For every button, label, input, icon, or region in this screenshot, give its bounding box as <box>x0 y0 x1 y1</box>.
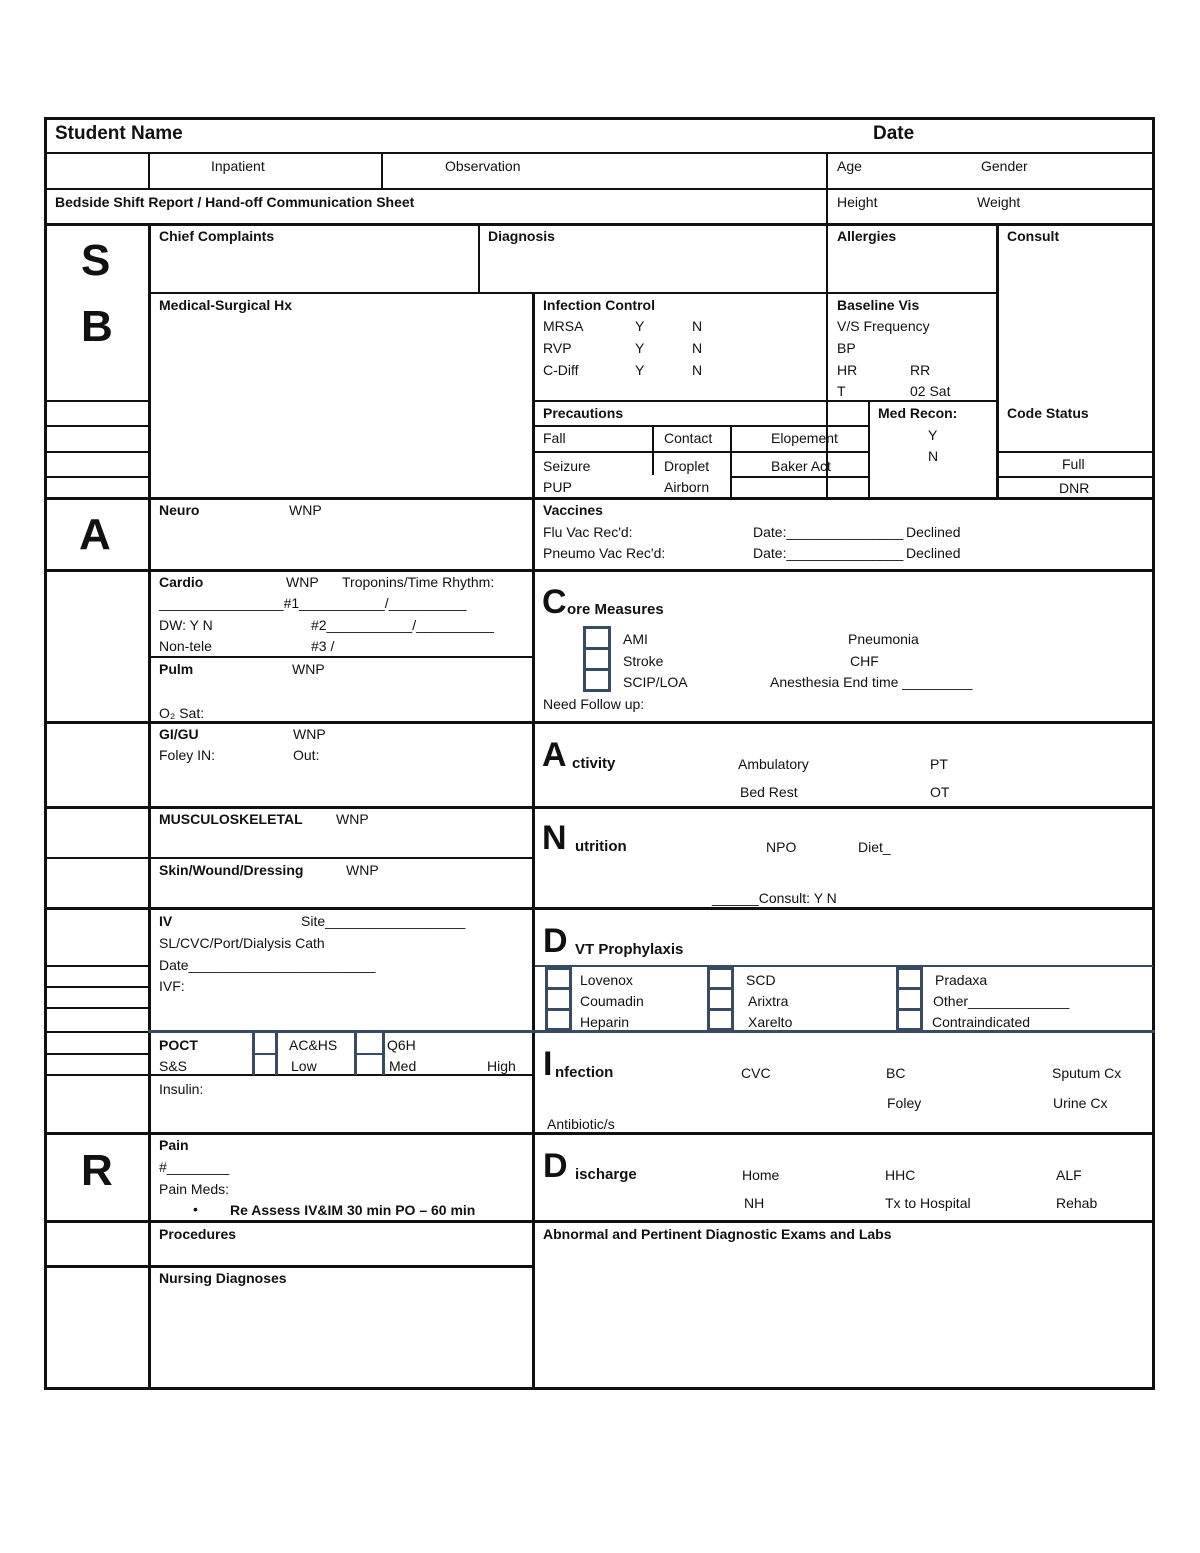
home-label: Home <box>742 1167 780 1183</box>
achs-label: AC&HS <box>289 1037 338 1053</box>
elopement-label: Elopement <box>771 430 838 446</box>
height-label: Height <box>837 194 878 210</box>
divider <box>44 1031 149 1033</box>
rvp-n: N <box>692 340 703 356</box>
precautions-title: Precautions <box>543 405 624 421</box>
stroke-label: Stroke <box>623 653 664 669</box>
divider <box>730 425 732 498</box>
border-right <box>1152 117 1155 1390</box>
divider <box>148 292 998 294</box>
divider <box>148 1030 1155 1033</box>
gender-label: Gender <box>981 158 1028 174</box>
divider <box>44 152 1155 154</box>
nursing-diagnoses-label: Nursing Diagnoses <box>159 1270 287 1286</box>
flu-declined: Declined <box>906 524 961 540</box>
heparin-label: Heparin <box>580 1014 630 1030</box>
bullet-icon: • <box>193 1201 198 1217</box>
troponin-line-2: #2___________/__________ <box>311 617 494 633</box>
divider <box>44 425 149 427</box>
vs-frequency-label: V/S Frequency <box>837 318 930 334</box>
mrsa-y: Y <box>635 318 645 334</box>
med-recon-title: Med Recon: <box>878 405 958 421</box>
pain-title: Pain <box>159 1137 189 1153</box>
activity-cap: A <box>542 736 567 774</box>
musculoskeletal-title: MUSCULOSKELETAL <box>159 811 303 827</box>
hr-label: HR <box>837 362 858 378</box>
divider <box>826 152 828 225</box>
discharge-title: ischarge <box>575 1166 637 1183</box>
divider <box>44 569 1155 572</box>
contact-label: Contact <box>664 430 713 446</box>
weight-label: Weight <box>977 194 1021 210</box>
dvt-cap: D <box>543 922 568 960</box>
divider <box>996 223 999 498</box>
divider <box>148 656 533 658</box>
divider <box>44 1007 149 1009</box>
iv-access-label: SL/CVC/Port/Dialysis Cath <box>159 935 325 951</box>
med-label: Med <box>389 1058 417 1074</box>
abnormal-labs-label: Abnormal and Pertinent Diagnostic Exams and Labs <box>543 1226 892 1242</box>
insulin-label: Insulin: <box>159 1081 204 1097</box>
temp-label: T <box>837 383 846 399</box>
baseline-vis-title: Baseline Vis <box>837 297 920 313</box>
airborn-label: Airborn <box>664 479 710 495</box>
inpatient-label: Inpatient <box>211 158 265 174</box>
cdiff-n: N <box>692 362 703 378</box>
date-label: Date <box>873 123 915 144</box>
sbar-s: S <box>81 236 111 285</box>
troponin-line-3: #3 / <box>311 638 335 654</box>
med-recon-y: Y <box>928 427 938 443</box>
poct-title: POCT <box>159 1037 198 1053</box>
core-measures-title: ore Measures <box>567 601 664 618</box>
cvc-label: CVC <box>741 1065 771 1081</box>
other-label: Other_____________ <box>933 993 1070 1009</box>
divider <box>44 1220 1155 1223</box>
cardio-title: Cardio <box>159 574 204 590</box>
chf-label: CHF <box>850 653 879 669</box>
q6h-label: Q6H <box>387 1037 416 1053</box>
sputum-cx-label: Sputum Cx <box>1052 1065 1122 1081</box>
sheet-title: Bedside Shift Report / Hand-off Communication Sheet <box>55 194 415 210</box>
nutrition-consult: ______Consult: Y N <box>712 890 837 906</box>
nh-label: NH <box>744 1195 765 1211</box>
sbar-a: A <box>79 510 111 559</box>
divider <box>44 1132 1155 1135</box>
divider <box>532 451 868 453</box>
student-name-label: Student Name <box>55 123 183 144</box>
divider <box>826 223 828 498</box>
pneumo-vac-label: Pneumo Vac Rec'd: <box>543 545 666 561</box>
checkbox-divider <box>707 1008 734 1011</box>
lovenox-label: Lovenox <box>580 972 633 988</box>
fall-label: Fall <box>543 430 566 446</box>
ivf-label: IVF: <box>159 978 185 994</box>
alf-label: ALF <box>1056 1167 1082 1183</box>
rr-label: RR <box>910 362 931 378</box>
iv-site: Site__________________ <box>301 913 466 929</box>
pulm-title: Pulm <box>159 661 194 677</box>
o2-sat-label: 02 Sat <box>910 383 951 399</box>
xarelto-label: Xarelto <box>748 1014 793 1030</box>
discharge-cap: D <box>543 1147 568 1185</box>
age-label: Age <box>837 158 862 174</box>
iv-title: IV <box>159 913 173 929</box>
nutrition-title: utrition <box>575 838 627 855</box>
ambulatory-label: Ambulatory <box>738 756 809 772</box>
divider <box>478 223 480 293</box>
seizure-label: Seizure <box>543 458 591 474</box>
pt-label: PT <box>930 756 948 772</box>
reassess-label: Re Assess IV&IM 30 min PO – 60 min <box>230 1202 476 1218</box>
allergies-label: Allergies <box>837 228 897 244</box>
divider <box>44 451 149 453</box>
activity-title: ctivity <box>572 755 616 772</box>
divider <box>44 907 1155 910</box>
divider <box>532 292 535 1389</box>
divider <box>44 721 1155 724</box>
pneumo-date: Date:_______________ <box>753 545 904 561</box>
infection-title: nfection <box>555 1064 614 1081</box>
bp-label: BP <box>837 340 856 356</box>
urine-cx-label: Urine Cx <box>1053 1095 1108 1111</box>
bed-rest-label: Bed Rest <box>740 784 798 800</box>
code-dnr: DNR <box>1059 480 1090 496</box>
divider <box>868 400 870 498</box>
low-label: Low <box>291 1058 317 1074</box>
checkbox-divider <box>545 987 572 990</box>
droplet-label: Droplet <box>664 458 710 474</box>
checkbox-divider <box>707 987 734 990</box>
cdiff-label: C-Diff <box>543 362 579 378</box>
dvt-title: VT Prophylaxis <box>575 941 684 958</box>
mrsa-label: MRSA <box>543 318 584 334</box>
code-full: Full <box>1062 456 1085 472</box>
divider <box>44 1265 534 1268</box>
ot-label: OT <box>930 784 950 800</box>
checkbox-divider <box>545 1008 572 1011</box>
divider <box>44 1053 149 1055</box>
cardio-wnp: WNP <box>286 574 319 590</box>
med-recon-n: N <box>928 448 939 464</box>
procedures-label: Procedures <box>159 1226 237 1242</box>
pain-score: #________ <box>159 1159 230 1175</box>
troponins-label: Troponins/Time Rhythm: <box>342 574 495 590</box>
divider <box>44 806 1155 809</box>
rvp-label: RVP <box>543 340 572 356</box>
diet-label: Diet_ <box>858 839 891 855</box>
diagnosis-label: Diagnosis <box>488 228 555 244</box>
high-label: High <box>487 1058 516 1074</box>
divider <box>44 400 149 402</box>
iv-date: Date________________________ <box>159 957 376 973</box>
poct-box-edge <box>252 1053 278 1055</box>
dw-label: DW: Y N <box>159 617 213 633</box>
sbar-b: B <box>81 302 113 351</box>
divider <box>652 425 654 475</box>
border-top <box>44 117 1155 120</box>
bc-label: BC <box>886 1065 906 1081</box>
divider <box>535 965 1153 967</box>
pneumonia-label: Pneumonia <box>848 631 919 647</box>
foley-infection-label: Foley <box>887 1095 922 1111</box>
divider <box>44 1074 149 1076</box>
rehab-label: Rehab <box>1056 1195 1098 1211</box>
divider <box>732 476 868 478</box>
divider <box>44 986 149 988</box>
infection-control-title: Infection Control <box>543 297 655 313</box>
skin-wnp: WNP <box>346 862 379 878</box>
follow-up-label: Need Follow up: <box>543 696 645 712</box>
rvp-y: Y <box>635 340 645 356</box>
arixtra-label: Arixtra <box>748 993 789 1009</box>
vaccines-title: Vaccines <box>543 502 603 518</box>
scd-label: SCD <box>746 972 776 988</box>
dvt-checkboxes-col2[interactable] <box>707 967 734 1031</box>
pain-meds-label: Pain Meds: <box>159 1181 230 1197</box>
divider <box>532 425 868 427</box>
border-left <box>44 117 47 1390</box>
neuro-title: Neuro <box>159 502 200 518</box>
gigu-title: GI/GU <box>159 726 199 742</box>
pradaxa-label: Pradaxa <box>935 972 988 988</box>
neuro-wnp: WNP <box>289 502 322 518</box>
poct-box-edge <box>354 1053 385 1055</box>
med-surg-hx-label: Medical-Surgical Hx <box>159 297 293 313</box>
ami-label: AMI <box>623 631 648 647</box>
divider <box>149 1074 533 1076</box>
observation-label: Observation <box>445 158 521 174</box>
antibiotics-label: Antibiotic/s <box>547 1116 615 1132</box>
checkbox-divider <box>896 987 923 990</box>
gigu-wnp: WNP <box>293 726 326 742</box>
pup-label: PUP <box>543 479 572 495</box>
foley-out-label: Out: <box>293 747 320 763</box>
divider <box>44 965 149 967</box>
chief-complaints-label: Chief Complaints <box>159 228 275 244</box>
mrsa-n: N <box>692 318 703 334</box>
sbar-r: R <box>81 1146 113 1195</box>
foley-in-label: Foley IN: <box>159 747 216 763</box>
flu-date: Date:_______________ <box>753 524 904 540</box>
nutrition-cap: N <box>542 819 567 857</box>
divider <box>532 400 998 402</box>
border-bottom <box>44 1387 1155 1390</box>
checkbox-divider <box>583 668 611 671</box>
troponin-line-1: ________________#1___________/__________ <box>159 595 467 611</box>
o2-sat-pulm: O₂ Sat: <box>159 705 205 721</box>
dvt-checkboxes-col3[interactable] <box>896 967 923 1031</box>
non-tele-label: Non-tele <box>159 638 212 654</box>
pulm-wnp: WNP <box>292 661 325 677</box>
divider <box>44 497 1155 500</box>
divider <box>381 152 383 189</box>
tx-hospital-label: Tx to Hospital <box>885 1195 971 1211</box>
divider <box>44 857 534 859</box>
divider <box>996 476 1153 478</box>
divider <box>44 476 149 478</box>
scip-label: SCIP/LOA <box>623 674 688 690</box>
coumadin-label: Coumadin <box>580 993 644 1009</box>
code-status-title: Code Status <box>1007 405 1089 421</box>
anesthesia-end-label: Anesthesia End time _________ <box>770 674 973 690</box>
divider <box>44 188 1155 190</box>
checkbox-divider <box>896 1008 923 1011</box>
flu-vac-label: Flu Vac Rec'd: <box>543 524 633 540</box>
musculoskeletal-wnp: WNP <box>336 811 369 827</box>
divider <box>996 451 1153 453</box>
divider <box>148 152 150 189</box>
npo-label: NPO <box>766 839 797 855</box>
infection-cap: I <box>543 1045 553 1083</box>
core-measures-cap: C <box>542 583 567 621</box>
ss-label: S&S <box>159 1058 188 1074</box>
checkbox-divider <box>583 647 611 650</box>
cdiff-y: Y <box>635 362 645 378</box>
contraindicated-label: Contraindicated <box>932 1014 1031 1030</box>
pneumo-declined: Declined <box>906 545 961 561</box>
baker-act-label: Baker Act <box>771 458 831 474</box>
divider <box>44 223 1155 226</box>
hhc-label: HHC <box>885 1167 916 1183</box>
core-measures-checkboxes[interactable] <box>583 626 611 692</box>
dvt-checkboxes-col1[interactable] <box>545 967 572 1031</box>
consult-label: Consult <box>1007 228 1060 244</box>
skin-title: Skin/Wound/Dressing <box>159 862 304 878</box>
